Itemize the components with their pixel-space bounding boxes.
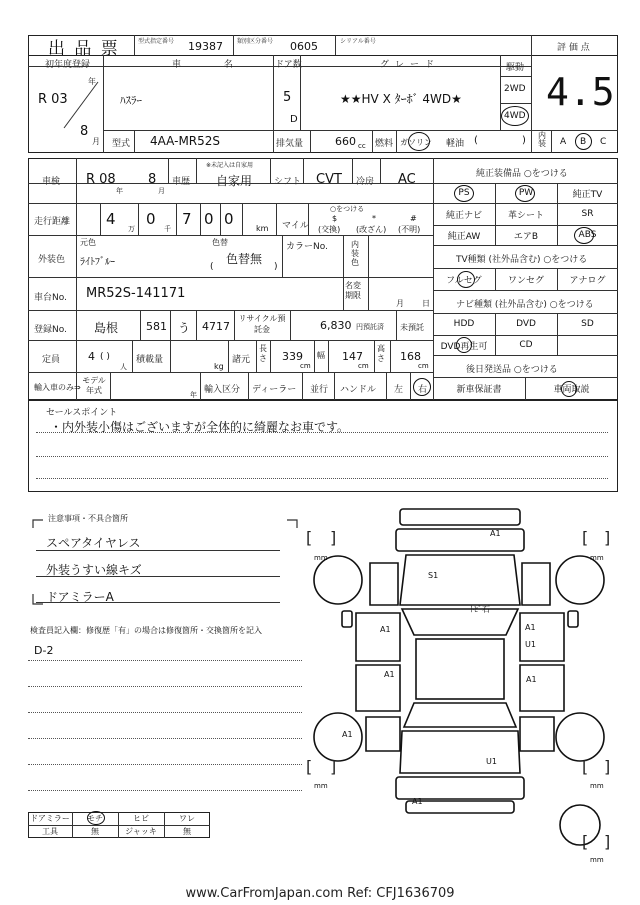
ac: AC	[398, 172, 416, 187]
tools-label: 工具	[42, 827, 58, 836]
equip-title: 純正装備品 ○をつける	[476, 169, 568, 179]
tire-bracket-spare-close: ]	[604, 832, 611, 851]
repaint-paren-open: (	[210, 262, 214, 272]
damage-mark-left-front-door: A1	[380, 625, 391, 634]
post-title: 後日発送品 ○をつける	[466, 365, 558, 375]
repaint-label: 色替	[212, 238, 228, 247]
damage-mark-front-bumper: A1	[490, 529, 501, 538]
inspection-label: 車検	[42, 177, 61, 187]
class-no: 0605	[290, 40, 318, 53]
year-unit: 年	[88, 77, 96, 86]
mile-unknown: #	[410, 214, 417, 223]
tire-mm-rl: mm	[314, 782, 328, 790]
length: 339	[282, 350, 303, 363]
model-no: 19387	[188, 40, 223, 53]
mile-label: マイル	[282, 221, 309, 231]
doors: 5	[283, 90, 292, 105]
month-unit: 月	[92, 137, 100, 146]
drive-2wd: 2WD	[504, 84, 526, 94]
mile-altered-label: (改ざん)	[356, 225, 387, 234]
equip-sr: SR	[581, 209, 594, 219]
equip-abs: ABS	[578, 230, 597, 240]
equip-pw: PW	[518, 188, 534, 198]
color-no-label: カラーNo.	[286, 242, 328, 252]
damage-mark-left-rear-quarter: A1	[342, 730, 353, 739]
dims-label: 諸元	[232, 355, 251, 365]
equip-airbag: エアB	[513, 231, 539, 242]
nav-dvd-playback: DVD再生可	[440, 341, 488, 352]
mileage-digit-2: 0	[146, 210, 156, 228]
inspection: R 08	[86, 172, 116, 187]
sales-text: ・内外装小傷はございますが全体的に綺麗なお車です。	[50, 420, 350, 434]
ext-color-label: 外装色	[38, 255, 66, 265]
dispatch-day: 日	[422, 299, 430, 308]
mileage-digit-1: 4	[106, 210, 116, 228]
damage-mark-hood: S1	[428, 571, 439, 580]
capacity-unit: 人	[120, 363, 127, 371]
drive-4wd: 4WD	[504, 111, 526, 121]
len-label: 長さ	[259, 344, 267, 363]
nav-title: ナビ種類 (社外品含む) ○をつける	[456, 300, 594, 310]
post-warranty: 新車保証書	[456, 385, 502, 395]
grade-label: グレード	[380, 60, 441, 70]
history-note: ※未記入は自家用	[206, 162, 254, 169]
repaint-paren-close: )	[274, 262, 278, 272]
mileage-sen: 千	[164, 225, 171, 233]
tire-mm-rr: mm	[590, 782, 604, 790]
mileage-man: 万	[128, 225, 135, 233]
reg-kana: う	[178, 321, 191, 335]
tire-bracket-fl-open: [	[306, 528, 313, 547]
displacement: 660	[335, 135, 356, 148]
orig-color-label: 元色	[80, 238, 96, 247]
len-unit: cm	[300, 362, 311, 370]
model-no-label: 型式指定番号	[138, 38, 175, 45]
equip-abs-circle	[574, 227, 594, 244]
tv-title: TV種類 (社外品含む) ○をつける	[456, 255, 588, 265]
orig-color: ﾗｲﾄﾌﾞﾙｰ	[80, 257, 115, 268]
tire-mm-fr: mm	[590, 554, 604, 562]
mile-swap-label: (交換)	[318, 225, 341, 234]
damage-mark-right-front-door-2: U1	[525, 640, 536, 649]
inspection-year-unit: 年	[116, 187, 123, 195]
inspector-label: 検査員記入欄：修復歴「有」の場合は修復箇所・交換箇所を記入	[30, 626, 262, 635]
note-line-2: 外装うすい線キズ	[46, 563, 142, 577]
inspection-month-unit: 月	[158, 187, 165, 195]
reg-area: 島根	[94, 321, 119, 335]
model-year-unit: 年	[190, 391, 197, 399]
fuel-light-oil: 軽油	[446, 139, 465, 149]
first-reg-label: 初年度登録	[45, 60, 91, 70]
import-label: 輸入車のみ⇒	[34, 383, 81, 392]
height: 168	[400, 350, 421, 363]
mirror-movable-circle	[87, 811, 105, 825]
ac-label: 冷房	[356, 177, 375, 187]
mileage-km: km	[256, 224, 269, 233]
dealer-option: ディーラー	[252, 385, 297, 395]
recycle-no: 未預託	[400, 323, 424, 332]
mile-unknown-label: (不明)	[398, 225, 421, 234]
car-name-label: 車 名	[172, 60, 253, 70]
handle-right-circle	[413, 378, 431, 396]
first-reg-month: 8	[80, 124, 89, 139]
footer-ref: www.CarFromJapan.com Ref: CFJ1636709	[185, 886, 455, 901]
interior-label: 内装	[538, 131, 546, 148]
handle-right: 右	[418, 385, 428, 395]
mileage-digit-3: 7	[182, 210, 192, 228]
nav-cd: CD	[519, 340, 533, 350]
damage-mark-rear-panel: A1	[412, 797, 423, 806]
interior-c: C	[600, 137, 607, 147]
tire-bracket-rr-open: [	[582, 757, 589, 776]
nav-sd: SD	[581, 319, 594, 329]
interior-b-circle	[575, 133, 592, 150]
load-label: 積載量	[136, 355, 164, 365]
capacity: 4	[88, 350, 95, 363]
nav-dvd: DVD	[516, 319, 536, 329]
fuel-gasoline-circle	[408, 132, 430, 151]
equip-ps: PS	[458, 188, 470, 198]
drive-label: 駆動	[506, 63, 525, 73]
jack-value: 無	[183, 827, 191, 836]
equip-navi: 純正ナビ	[445, 210, 482, 221]
doors-label: ドア数	[275, 60, 302, 70]
model-year-label: モデル年式	[82, 376, 106, 395]
mileage-digit-4: 0	[204, 210, 214, 228]
tire-bracket-rl-open: [	[306, 757, 313, 776]
damage-mark-left-rear-door: A1	[384, 670, 395, 679]
chassis-no: MR52S-141171	[86, 286, 186, 301]
drive-4wd-circle	[501, 106, 529, 126]
int-color-label: 内装色	[351, 240, 359, 267]
history-label: 車歴	[172, 177, 191, 187]
interior-a: A	[560, 137, 567, 147]
mirror-movable: モチ	[87, 814, 103, 823]
mile-swap: $	[332, 214, 338, 223]
tire-mm-spare: mm	[590, 856, 604, 864]
load-unit: kg	[214, 362, 224, 371]
disp-unit: cc	[358, 142, 366, 150]
equip-pw-circle	[515, 185, 535, 202]
repaint: 色替無	[226, 252, 263, 266]
fuel-label: 燃料	[375, 139, 394, 149]
nav-dvd-playback-circle	[456, 337, 472, 353]
type-label: 型式	[112, 139, 131, 149]
shift: CVT	[316, 172, 342, 187]
score: 4.5	[546, 70, 615, 114]
interior-b: B	[580, 137, 587, 147]
door-suffix: D	[290, 114, 298, 125]
damage-mark-rear-bumper: U1	[486, 757, 497, 766]
post-manual-circle	[561, 381, 577, 397]
equip-tv: 純正TV	[572, 189, 603, 200]
inspector-line-1: D-2	[34, 644, 54, 657]
mirror-label: ドアミラー	[30, 814, 70, 823]
capacity-label: 定員	[42, 355, 61, 365]
tv-fullseg: フルセグ	[446, 275, 482, 286]
car-name: ﾊｽﾗｰ	[120, 94, 142, 107]
tire-bracket-spare-open: [	[582, 832, 589, 851]
mile-check-note: ○をつける	[330, 205, 365, 213]
grade: ★★HV X ﾀｰﾎﾞ 4WD★	[340, 92, 462, 106]
jack-label: ジャッキ	[125, 827, 157, 836]
note-line-1: スペアタイヤレス	[46, 536, 141, 550]
mirror-broken: ワレ	[179, 814, 195, 823]
hgt-unit: cm	[418, 362, 429, 370]
score-label: 評 価 点	[557, 43, 590, 53]
fuel-paren-open: (	[474, 135, 478, 146]
note-line-3: ドアミラーA	[46, 590, 114, 604]
inspection-month: 8	[148, 172, 157, 187]
parallel-option: 並行	[310, 385, 329, 395]
serial-label: シリアル番号	[340, 38, 376, 45]
import-type-label: 輸入区分	[204, 385, 241, 395]
tv-analog: アナログ	[569, 275, 606, 286]
recycle-amount: 6,830	[320, 319, 352, 332]
mileage-digit-5: 0	[224, 210, 234, 228]
first-reg-slash	[60, 80, 100, 130]
tire-bracket-rl-close: ]	[330, 757, 337, 776]
dispatch-month: 月	[396, 299, 404, 308]
form-title: 出 品 票	[48, 39, 120, 59]
tire-mm-fl: mm	[314, 554, 328, 562]
wid-label: 幅	[317, 351, 325, 360]
mirror-crack: ヒビ	[133, 814, 149, 823]
hgt-label: 高さ	[377, 344, 385, 363]
tire-bracket-fr-close: ]	[604, 528, 611, 547]
damage-mark-windshield: ﾄﾋﾞ石	[470, 605, 490, 614]
reg-label: 登録No.	[34, 325, 67, 335]
equip-ps-circle	[454, 185, 474, 202]
shift-label: シフト	[274, 177, 302, 187]
post-manual: 車両取説	[553, 385, 590, 395]
mile-altered: *	[372, 214, 376, 223]
handle-left: 左	[394, 385, 404, 395]
first-reg-era: R 03	[38, 92, 68, 107]
nav-hdd: HDD	[453, 319, 475, 329]
fuel-gasoline: ガソリン	[400, 138, 432, 147]
handle-label: ハンドル	[340, 385, 377, 395]
wid-unit: cm	[358, 362, 369, 370]
recycle-label: リサイクル預託金	[238, 314, 286, 334]
disp-label: 排気量	[276, 139, 304, 149]
tv-fullseg-circle	[457, 271, 475, 288]
reg-no: 4717	[202, 320, 230, 333]
sales-label: セールスポイント	[46, 408, 118, 418]
equip-aw: 純正AW	[447, 231, 481, 242]
chassis-label: 車台No.	[34, 293, 67, 303]
tire-bracket-fr-open: [	[582, 528, 589, 547]
notes-label: 注意事項・不具合箇所	[48, 514, 128, 523]
mileage-label: 走行距離	[34, 217, 71, 227]
car-diagram	[310, 505, 630, 865]
class-no-label: 類別区分番号	[237, 38, 274, 45]
damage-mark-right-rear-door: A1	[526, 675, 537, 684]
equip-leather: 革シート	[507, 210, 544, 221]
capacity-paren: ( )	[100, 352, 110, 362]
tools-value: 無	[91, 827, 99, 836]
recycle-unit: 円預託済	[356, 323, 384, 331]
width: 147	[342, 350, 363, 363]
history: 自家用	[216, 174, 253, 188]
tv-oneseg: ワンセグ	[507, 275, 544, 286]
tire-bracket-rr-close: ]	[604, 757, 611, 776]
reg-class: 581	[146, 320, 167, 333]
model-type: 4AA-MR52S	[150, 134, 221, 148]
fuel-paren-close: )	[522, 135, 526, 146]
tire-bracket-fl-close: ]	[330, 528, 337, 547]
damage-mark-right-front-door: A1	[525, 623, 536, 632]
dispatch-label: 名変期限	[345, 281, 361, 300]
